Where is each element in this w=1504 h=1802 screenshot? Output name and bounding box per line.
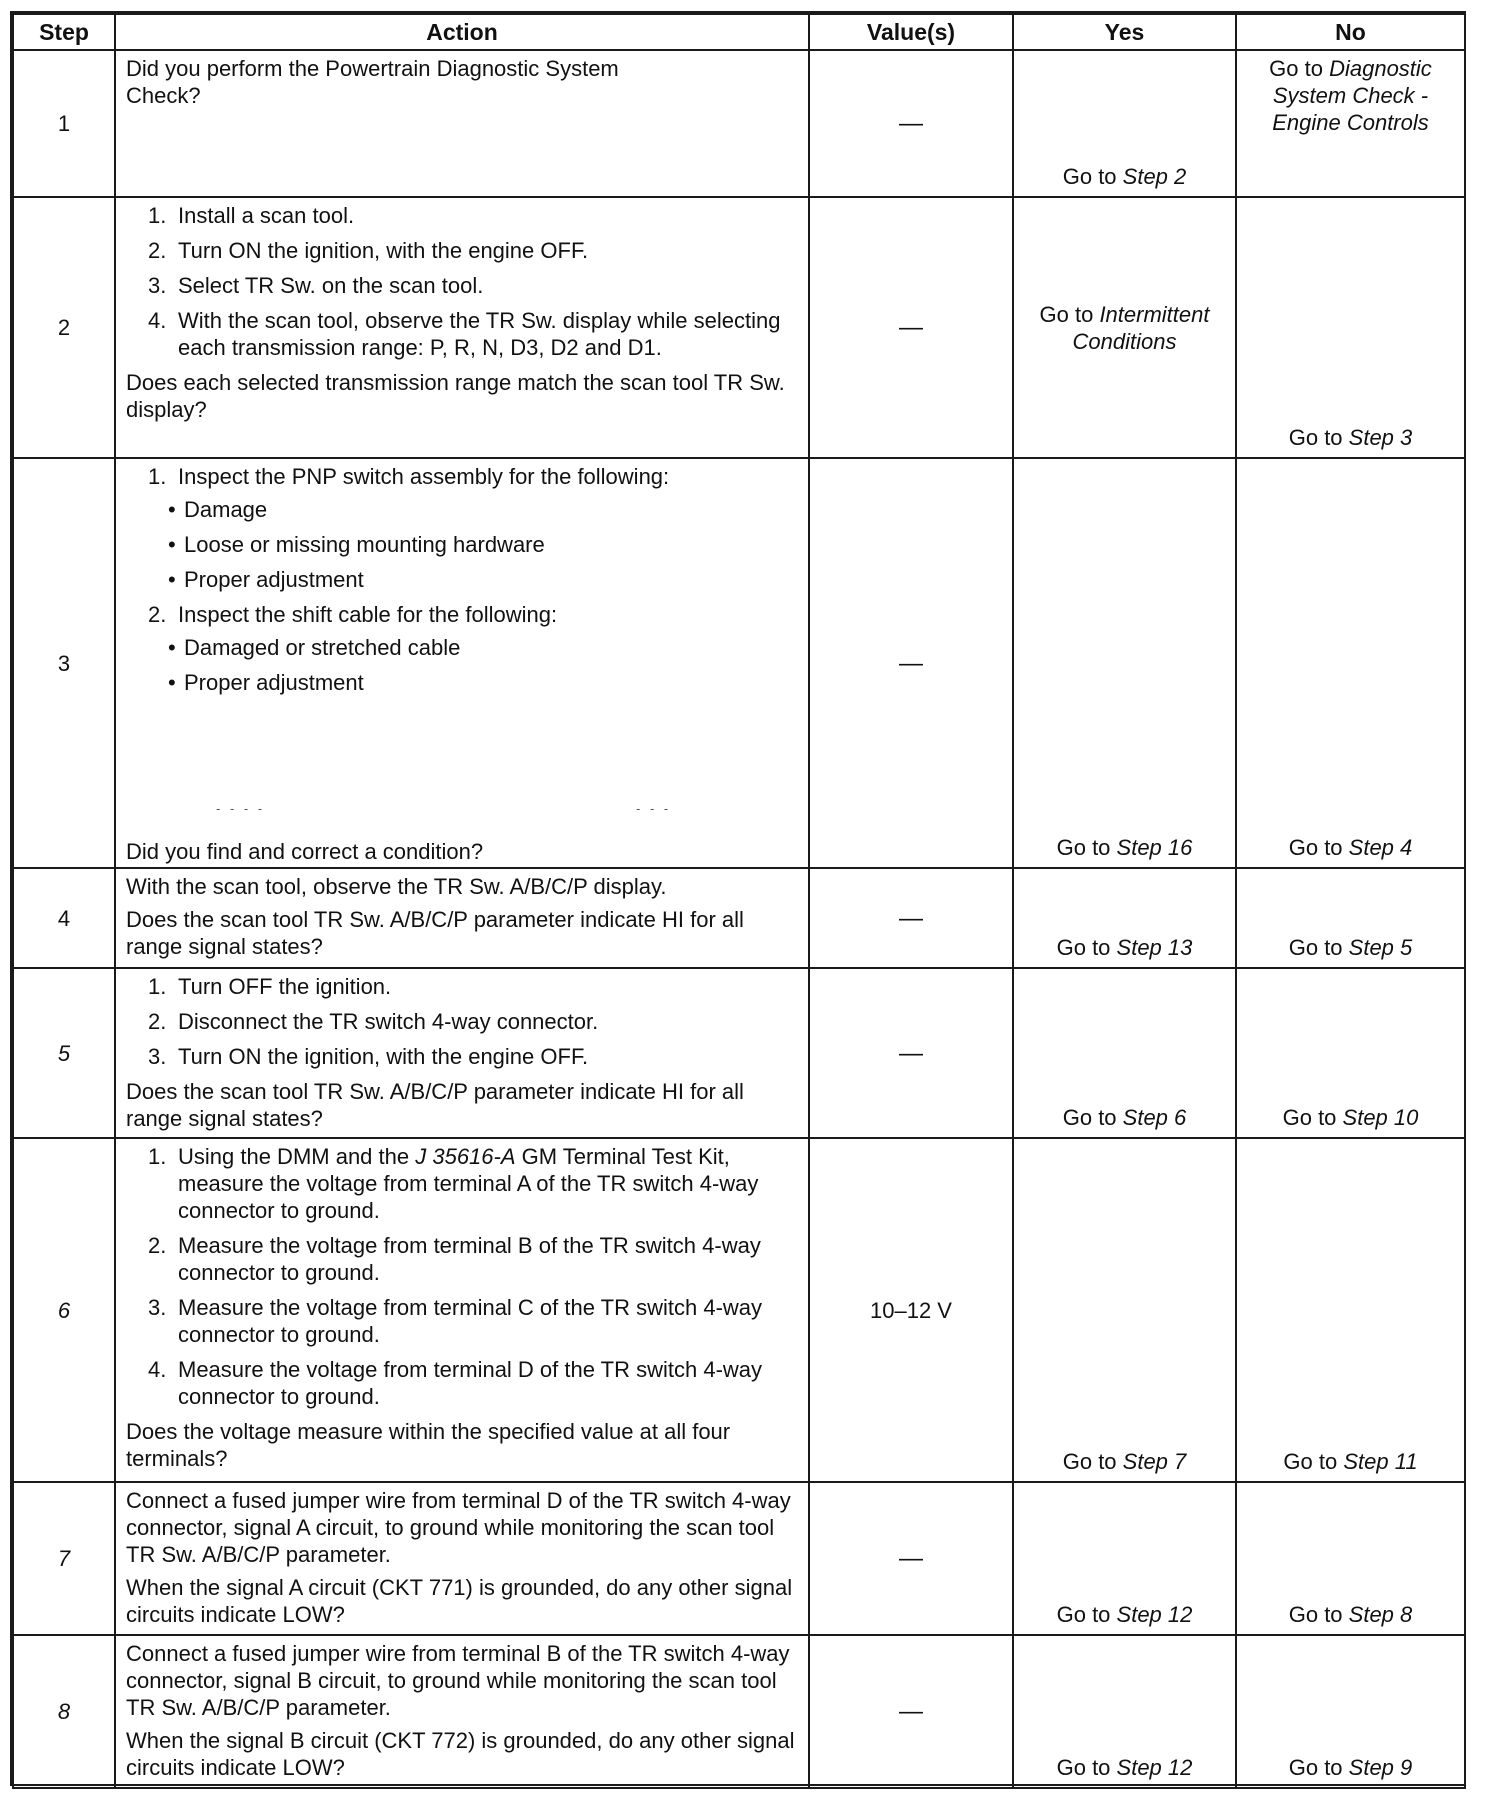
header-values: Value(s) — [809, 14, 1013, 50]
table-row-step-3 — [13, 458, 1465, 868]
no-prefix: Go to — [1288, 425, 1349, 450]
no-cell — [1236, 968, 1465, 1138]
yes-cell — [1013, 968, 1236, 1138]
table-row-step-1 — [13, 50, 1465, 197]
yes-cell — [1013, 50, 1236, 197]
bullet-dot-icon: • — [168, 567, 176, 592]
yes-prefix: Go to — [1056, 835, 1117, 860]
bullet-dot-icon: • — [168, 635, 176, 660]
yes-link[interactable]: Step 6 — [1122, 1105, 1187, 1130]
yes-link[interactable]: Step 7 — [1122, 1449, 1187, 1474]
yes-cell — [1013, 1138, 1236, 1482]
value-cell: — — [809, 50, 1013, 197]
header-yes: Yes — [1013, 14, 1236, 50]
no-prefix: Go to — [1288, 835, 1349, 860]
table-header-row — [13, 14, 1465, 50]
item-text: With the scan tool, observe the TR Sw. display while selecting each transmission range: P, R, N, D3, D2 and D1. — [178, 308, 781, 360]
action-question: Did you perform the Powertrain Diagnostic System Check? — [126, 56, 619, 108]
value-cell: — — [809, 1482, 1013, 1635]
value-cell: — — [809, 458, 1013, 868]
action-question: When the signal B circuit (CKT 772) is grounded, do any other signal circuits indicate LOW? — [126, 1728, 795, 1780]
value-cell: 10–12 V — [809, 1138, 1013, 1482]
action-cell — [115, 1482, 809, 1635]
instruction-list — [126, 973, 800, 1070]
table-row-step-8 — [13, 1635, 1465, 1788]
tool-reference: J 35616-A — [415, 1144, 516, 1169]
no-prefix: Go to — [1288, 935, 1349, 960]
bullet-list — [126, 496, 800, 593]
yes-cell — [1013, 868, 1236, 968]
action-cell — [115, 1138, 809, 1482]
no-link[interactable]: Step 3 — [1348, 425, 1413, 450]
no-prefix: Go to — [1283, 1449, 1344, 1474]
no-prefix: Go to — [1282, 1105, 1343, 1130]
list-item — [126, 202, 800, 229]
action-question: Did you find and correct a condition? — [126, 839, 484, 864]
bullet-item: • Proper adjustment — [168, 670, 364, 695]
table-row-step-6 — [13, 1138, 1465, 1482]
action-question: Does the voltage measure within the specified value at all four terminals? — [126, 1419, 731, 1471]
yes-link[interactable]: Step 16 — [1116, 835, 1193, 860]
item-number: 3. — [148, 1044, 167, 1069]
yes-prefix: Go to — [1062, 1449, 1123, 1474]
item-number: 1. — [148, 203, 167, 228]
no-link[interactable]: Diagnostic System Check - Engine Controls — [1272, 56, 1432, 135]
value-cell: — — [809, 1635, 1013, 1788]
item-text: Measure the voltage from terminal B of the TR switch 4-way connector to ground. — [178, 1233, 761, 1285]
bullet-item: • Loose or missing mounting hardware — [168, 532, 545, 557]
yes-link[interactable]: Step 13 — [1116, 935, 1193, 960]
list-item — [126, 1143, 800, 1224]
action-cell — [115, 968, 809, 1138]
action-cell — [115, 868, 809, 968]
item-text: Install a scan tool. — [178, 203, 355, 228]
step-number: 3 — [13, 458, 115, 868]
item-text: Select TR Sw. on the scan tool. — [178, 273, 484, 298]
diagnostic-table-container — [10, 11, 1466, 1786]
yes-link[interactable]: Step 2 — [1122, 164, 1187, 189]
yes-cell — [1013, 1482, 1236, 1635]
item-number: 4. — [148, 308, 167, 333]
no-cell — [1236, 50, 1465, 197]
action-cell — [115, 197, 809, 458]
action-cell — [115, 1635, 809, 1788]
bullet-dot-icon: • — [168, 532, 176, 557]
value-cell: — — [809, 868, 1013, 968]
no-link[interactable]: Step 9 — [1348, 1755, 1413, 1780]
yes-prefix: Go to — [1039, 301, 1100, 327]
no-prefix: Go to — [1269, 56, 1330, 81]
item-number: 1. — [148, 1144, 167, 1169]
action-question: When the signal A circuit (CKT 771) is grounded, do any other signal circuits indicate LOW? — [126, 1575, 793, 1627]
list-item — [126, 237, 800, 264]
item-text: Inspect the PNP switch assembly for the following: — [178, 464, 670, 489]
item-number: 1. — [148, 974, 167, 999]
bullet-dot-icon: • — [168, 497, 176, 522]
item-number: 2. — [148, 1233, 167, 1258]
table-row-step-7 — [13, 1482, 1465, 1635]
step-number: 7 — [13, 1482, 115, 1635]
yes-prefix: Go to — [1062, 164, 1123, 189]
header-no: No — [1236, 14, 1465, 50]
yes-prefix: Go to — [1062, 1105, 1123, 1130]
no-cell — [1236, 458, 1465, 868]
header-action: Action — [115, 14, 809, 50]
no-link[interactable]: Step 8 — [1348, 1602, 1413, 1627]
no-cell — [1236, 1635, 1465, 1788]
no-link[interactable]: Step 11 — [1343, 1449, 1418, 1474]
list-item — [126, 1008, 800, 1035]
table-row-step-4 — [13, 868, 1465, 968]
yes-cell — [1013, 197, 1236, 458]
action-instruction: Connect a fused jumper wire from terminal B of the TR switch 4-way connector, signal B circuit, to ground while monitoring the scan tool TR Sw. A/B/C/P parameter. — [126, 1641, 790, 1720]
item-text: Disconnect the TR switch 4-way connector. — [178, 1009, 599, 1034]
action-cell — [115, 50, 809, 197]
list-item — [126, 463, 800, 593]
value-cell: — — [809, 197, 1013, 458]
action-question: Does the scan tool TR Sw. A/B/C/P parameter indicate HI for all range signal states? — [126, 1079, 744, 1131]
instruction-list — [126, 202, 800, 361]
step-number: 8 — [13, 1635, 115, 1788]
no-cell — [1236, 868, 1465, 968]
list-item — [126, 1356, 800, 1410]
list-item — [126, 601, 800, 696]
item-number: 2. — [148, 1009, 167, 1034]
yes-cell — [1013, 1635, 1236, 1788]
list-item — [126, 1232, 800, 1286]
table-row-step-2 — [13, 197, 1465, 458]
item-text: Measure the voltage from terminal C of the TR switch 4-way connector to ground. — [178, 1295, 763, 1347]
scan-artifact: - - - - — [216, 801, 266, 816]
list-item — [126, 1043, 800, 1070]
yes-link[interactable]: Step 12 — [1116, 1755, 1193, 1780]
item-number: 1. — [148, 464, 167, 489]
yes-link[interactable]: Intermittent Conditions — [1072, 301, 1210, 354]
step-number: 5 — [13, 968, 115, 1138]
instruction-list — [126, 463, 800, 696]
list-item — [126, 272, 800, 299]
diagnostic-table — [12, 13, 1466, 1789]
item-text: Using the DMM and the J 35616-A GM Terminal Test Kit, measure the voltage from terminal A of the TR switch 4-way connector to ground. — [178, 1144, 759, 1223]
action-instruction: With the scan tool, observe the TR Sw. A/B/C/P display. — [126, 874, 667, 899]
no-link[interactable]: Step 5 — [1348, 935, 1413, 960]
list-item — [126, 1294, 800, 1348]
bullet-list — [126, 634, 800, 696]
header-step: Step — [13, 14, 115, 50]
bullet-item: • Proper adjustment — [168, 567, 364, 592]
action-question: Does each selected transmission range match the scan tool TR Sw. display? — [126, 370, 785, 422]
value-cell: — — [809, 968, 1013, 1138]
action-instruction: Connect a fused jumper wire from terminal D of the TR switch 4-way connector, signal A circuit, to ground while monitoring the scan tool TR Sw. A/B/C/P parameter. — [126, 1488, 791, 1567]
item-number: 4. — [148, 1357, 167, 1382]
yes-prefix: Go to — [1056, 935, 1117, 960]
action-cell — [115, 458, 809, 868]
instruction-list — [126, 1143, 800, 1410]
list-item — [126, 307, 800, 361]
item-text: Turn ON the ignition, with the engine OFF. — [178, 1044, 589, 1069]
table-row-step-5 — [13, 968, 1465, 1138]
bullet-item: • Damage — [168, 497, 268, 522]
no-cell — [1236, 1138, 1465, 1482]
item-text: Turn ON the ignition, with the engine OFF. — [178, 238, 589, 263]
step-number: 2 — [13, 197, 115, 458]
no-prefix: Go to — [1288, 1755, 1349, 1780]
scan-artifact: - - - — [636, 801, 672, 816]
no-link[interactable]: Step 4 — [1348, 835, 1413, 860]
step-number: 6 — [13, 1138, 115, 1482]
yes-prefix: Go to — [1056, 1755, 1117, 1780]
item-text: Turn OFF the ignition. — [178, 974, 392, 999]
yes-link[interactable]: Step 12 — [1116, 1602, 1193, 1627]
step-number: 4 — [13, 868, 115, 968]
yes-prefix: Go to — [1056, 1602, 1117, 1627]
action-question: Does the scan tool TR Sw. A/B/C/P parameter indicate HI for all range signal states? — [126, 907, 744, 959]
item-number: 2. — [148, 238, 167, 263]
item-number: 2. — [148, 602, 167, 627]
no-cell — [1236, 1482, 1465, 1635]
bullet-item: • Damaged or stretched cable — [168, 635, 461, 660]
no-cell — [1236, 197, 1465, 458]
step-number: 1 — [13, 50, 115, 197]
yes-cell — [1013, 458, 1236, 868]
no-link[interactable]: Step 10 — [1342, 1105, 1419, 1130]
bullet-dot-icon: • — [168, 670, 176, 695]
item-number: 3. — [148, 273, 167, 298]
list-item — [126, 973, 800, 1000]
no-prefix: Go to — [1288, 1602, 1349, 1627]
item-number: 3. — [148, 1295, 167, 1320]
item-text: Inspect the shift cable for the following: — [178, 602, 558, 627]
item-text: Measure the voltage from terminal D of the TR switch 4-way connector to ground. — [178, 1357, 763, 1409]
